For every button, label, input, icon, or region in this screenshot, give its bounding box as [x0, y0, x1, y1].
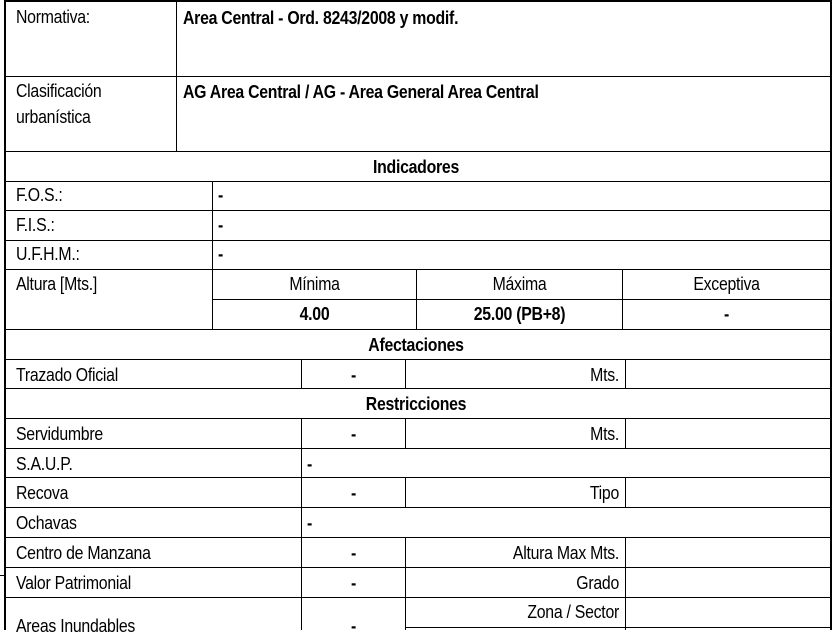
rule: [622, 269, 623, 329]
altura-header-exceptiva: Exceptiva: [693, 274, 760, 294]
servidumbre-label: Servidumbre: [16, 424, 103, 444]
fos-label: F.O.S.:: [16, 185, 63, 205]
rule: [301, 359, 302, 389]
trazado-value: -: [350, 365, 357, 385]
rule: [405, 477, 406, 507]
rule: [625, 418, 626, 448]
altura-value-minima: 4.00: [299, 304, 330, 324]
rule: [212, 299, 832, 300]
rule: [0, 575, 4, 576]
areas-value: -: [350, 616, 357, 636]
rule: [4, 597, 832, 598]
rule: [4, 448, 832, 449]
clasificacion-label-line2: urbanística: [16, 107, 91, 127]
rule: [4, 0, 6, 630]
ufhm-label: U.F.H.M.:: [16, 244, 80, 264]
rule: [4, 418, 832, 419]
fis-value: -: [218, 215, 224, 235]
rule: [4, 388, 832, 389]
fis-label: F.I.S.:: [16, 215, 55, 235]
areas-unit: Zona / Sector: [527, 602, 619, 622]
trazado-unit: Mts.: [590, 365, 619, 385]
areas-label: Areas Inundables: [16, 616, 136, 636]
altura-header-maxima: Máxima: [492, 274, 547, 294]
rule: [4, 76, 832, 77]
centro-value: -: [350, 543, 357, 563]
rule: [4, 210, 832, 211]
rule: [4, 151, 832, 152]
valor-unit: Grado: [576, 573, 619, 593]
rule: [625, 359, 626, 389]
rule: [4, 181, 832, 182]
rule: [830, 0, 832, 630]
servidumbre-unit: Mts.: [590, 424, 619, 444]
normativa-label: Normativa:: [16, 7, 90, 27]
rule: [176, 0, 177, 151]
rule: [405, 359, 406, 389]
altura-value-exceptiva: -: [723, 304, 730, 324]
rule: [405, 537, 406, 630]
ochavas-value: -: [307, 513, 313, 533]
valor-label: Valor Patrimonial: [16, 573, 131, 593]
ochavas-label: Ochavas: [16, 513, 77, 533]
altura-value-maxima: 25.00 (PB+8): [473, 304, 566, 324]
centro-label: Centro de Manzana: [16, 543, 151, 563]
rule: [4, 507, 832, 508]
altura-label: Altura [Mts.]: [16, 274, 98, 294]
rule: [4, 359, 832, 360]
rule: [625, 537, 626, 630]
rule: [4, 329, 832, 330]
centro-unit: Altura Max Mts.: [512, 543, 619, 563]
clasificacion-label-line1: Clasificación: [16, 81, 102, 101]
recova-unit: Tipo: [589, 483, 619, 503]
rule: [625, 477, 626, 507]
altura-header-minima: Mínima: [289, 274, 340, 294]
restricciones-title: Restricciones: [365, 394, 467, 414]
rule: [4, 567, 832, 568]
recova-value: -: [350, 483, 357, 503]
recova-label: Recova: [16, 483, 69, 503]
rule: [212, 181, 213, 329]
normativa-value: Area Central - Ord. 8243/2008 y modif.: [183, 8, 459, 28]
fos-value: -: [218, 185, 224, 205]
rule: [4, 240, 832, 241]
afectaciones-title: Afectaciones: [368, 335, 464, 355]
rule: [405, 627, 832, 628]
rule: [4, 537, 832, 538]
indicadores-title: Indicadores: [372, 157, 459, 177]
saup-value: -: [307, 454, 313, 474]
rule: [4, 269, 832, 270]
trazado-label: Trazado Oficial: [16, 365, 118, 385]
rule: [4, 0, 832, 2]
rule: [4, 477, 832, 478]
servidumbre-value: -: [350, 424, 357, 444]
saup-label: S.A.U.P.: [16, 454, 73, 474]
rule: [416, 269, 417, 329]
valor-value: -: [350, 573, 357, 593]
rule: [301, 418, 302, 630]
rule: [405, 418, 406, 448]
ufhm-value: -: [218, 244, 224, 264]
clasificacion-value: AG Area Central / AG - Area General Area Central: [183, 82, 539, 102]
